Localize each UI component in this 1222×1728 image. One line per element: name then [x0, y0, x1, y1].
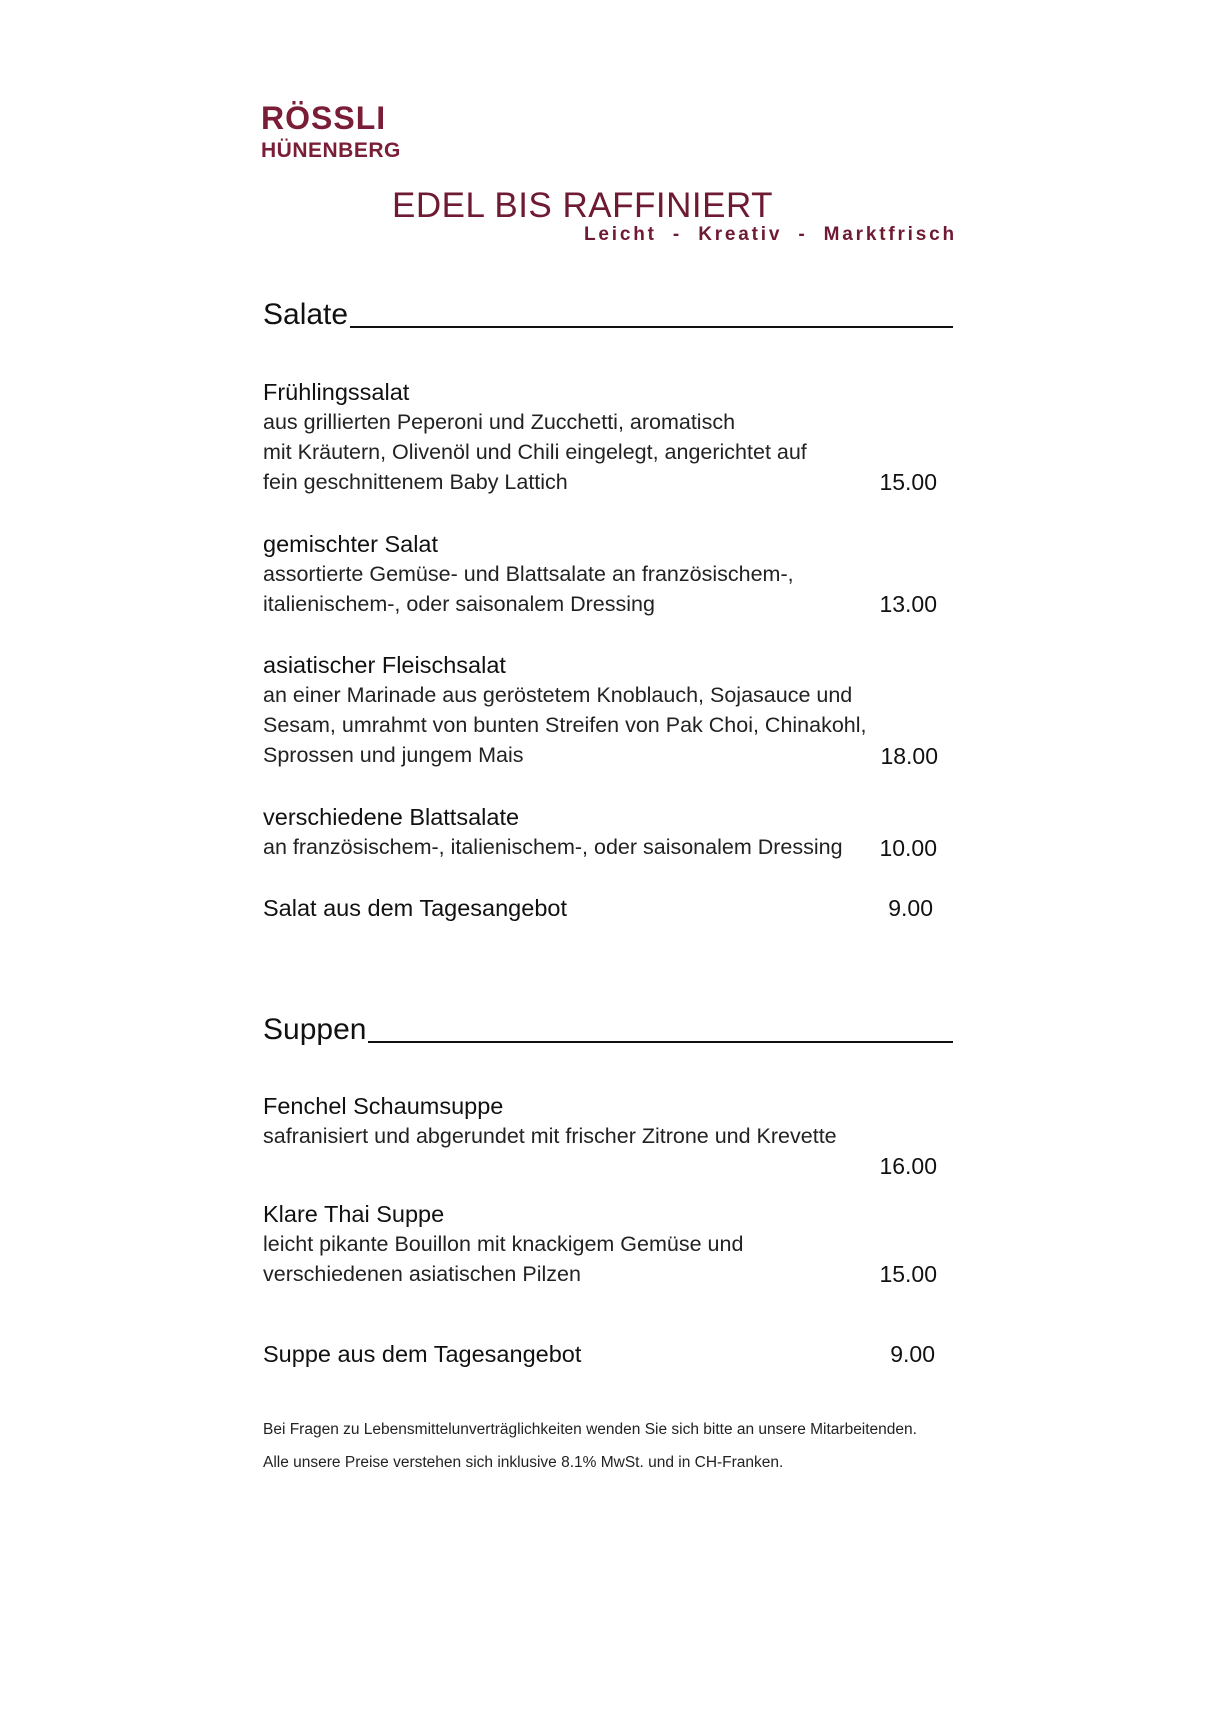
section-heading-salate — [263, 291, 953, 331]
section-rule — [368, 1041, 953, 1043]
item-desc-line: an einer Marinade aus geröstetem Knoblauch, Sojasauce und — [263, 683, 853, 707]
item-name: verschiedene Blattsalate — [263, 804, 520, 830]
menu-item-verschiedene-blattsalate — [263, 802, 943, 862]
item-name: Salat aus dem Tagesangebot — [263, 895, 567, 921]
item-price: 18.00 — [880, 743, 938, 769]
allergy-note: Bei Fragen zu Lebensmittelunverträglichkeiten wenden Sie sich bitte an unsere Mitarbeitenden. — [263, 1421, 917, 1438]
menu-subtitle: Leicht - Kreativ - Marktfrisch — [584, 224, 957, 245]
item-desc-line: leicht pikante Bouillon mit knackigem Gemüse und — [263, 1232, 744, 1256]
item-price: 9.00 — [890, 1341, 935, 1367]
item-desc-line: safranisiert und abgerundet mit frischer Zitrone und Krevette — [263, 1124, 837, 1148]
price-note: Alle unsere Preise verstehen sich inklusive 8.1% MwSt. und in CH-Franken. — [263, 1454, 784, 1471]
item-desc-line: italienischem-, oder saisonalem Dressing — [263, 592, 655, 616]
logo-huenenberg: HÜNENBERG — [261, 139, 401, 162]
menu-item-fruehlingssalat — [263, 377, 943, 497]
item-name: asiatischer Fleischsalat — [263, 652, 506, 678]
item-name: Suppe aus dem Tagesangebot — [263, 1341, 582, 1367]
menu-item-suppe-tagesangebot — [263, 1339, 943, 1369]
item-desc-line: aus grillierten Peperoni und Zucchetti, aromatisch — [263, 410, 736, 434]
menu-item-gemischter-salat — [263, 529, 943, 619]
item-price: 9.00 — [888, 895, 933, 921]
logo-roessli: RÖSSLI — [261, 100, 387, 136]
menu-item-fenchel-schaumsuppe — [263, 1091, 943, 1151]
menu-item-salat-tagesangebot — [263, 893, 943, 923]
item-desc-line: verschiedenen asiatischen Pilzen — [263, 1262, 581, 1286]
menu-item-asiatischer-fleischsalat — [263, 650, 943, 770]
item-price: 15.00 — [879, 469, 937, 495]
menu-item-klare-thai-suppe — [263, 1199, 943, 1289]
item-price: 16.00 — [879, 1153, 937, 1179]
section-rule — [350, 326, 953, 328]
item-desc-line: Sprossen und jungem Mais — [263, 743, 524, 767]
item-name: gemischter Salat — [263, 531, 439, 557]
item-name: Frühlingssalat — [263, 379, 410, 405]
item-name: Fenchel Schaumsuppe — [263, 1093, 504, 1119]
item-name: Klare Thai Suppe — [263, 1201, 445, 1227]
item-desc-line: fein geschnittenem Baby Lattich — [263, 470, 568, 494]
item-price: 13.00 — [879, 591, 937, 617]
section-title: Salate — [263, 298, 349, 331]
section-heading-suppen — [263, 1006, 953, 1046]
item-desc-line: an französischem-, italienischem-, oder saisonalem Dressing — [263, 835, 843, 859]
item-price: 15.00 — [879, 1261, 937, 1287]
item-desc-line: assortierte Gemüse- und Blattsalate an französischem-, — [263, 562, 794, 586]
menu-title: EDEL BIS RAFFINIERT — [392, 186, 773, 225]
section-title: Suppen — [263, 1013, 367, 1046]
item-desc-line: mit Kräutern, Olivenöl und Chili eingelegt, angerichtet auf — [263, 440, 807, 464]
item-desc-line: Sesam, umrahmt von bunten Streifen von Pak Choi, Chinakohl, — [263, 713, 867, 737]
item-price: 10.00 — [879, 835, 937, 861]
